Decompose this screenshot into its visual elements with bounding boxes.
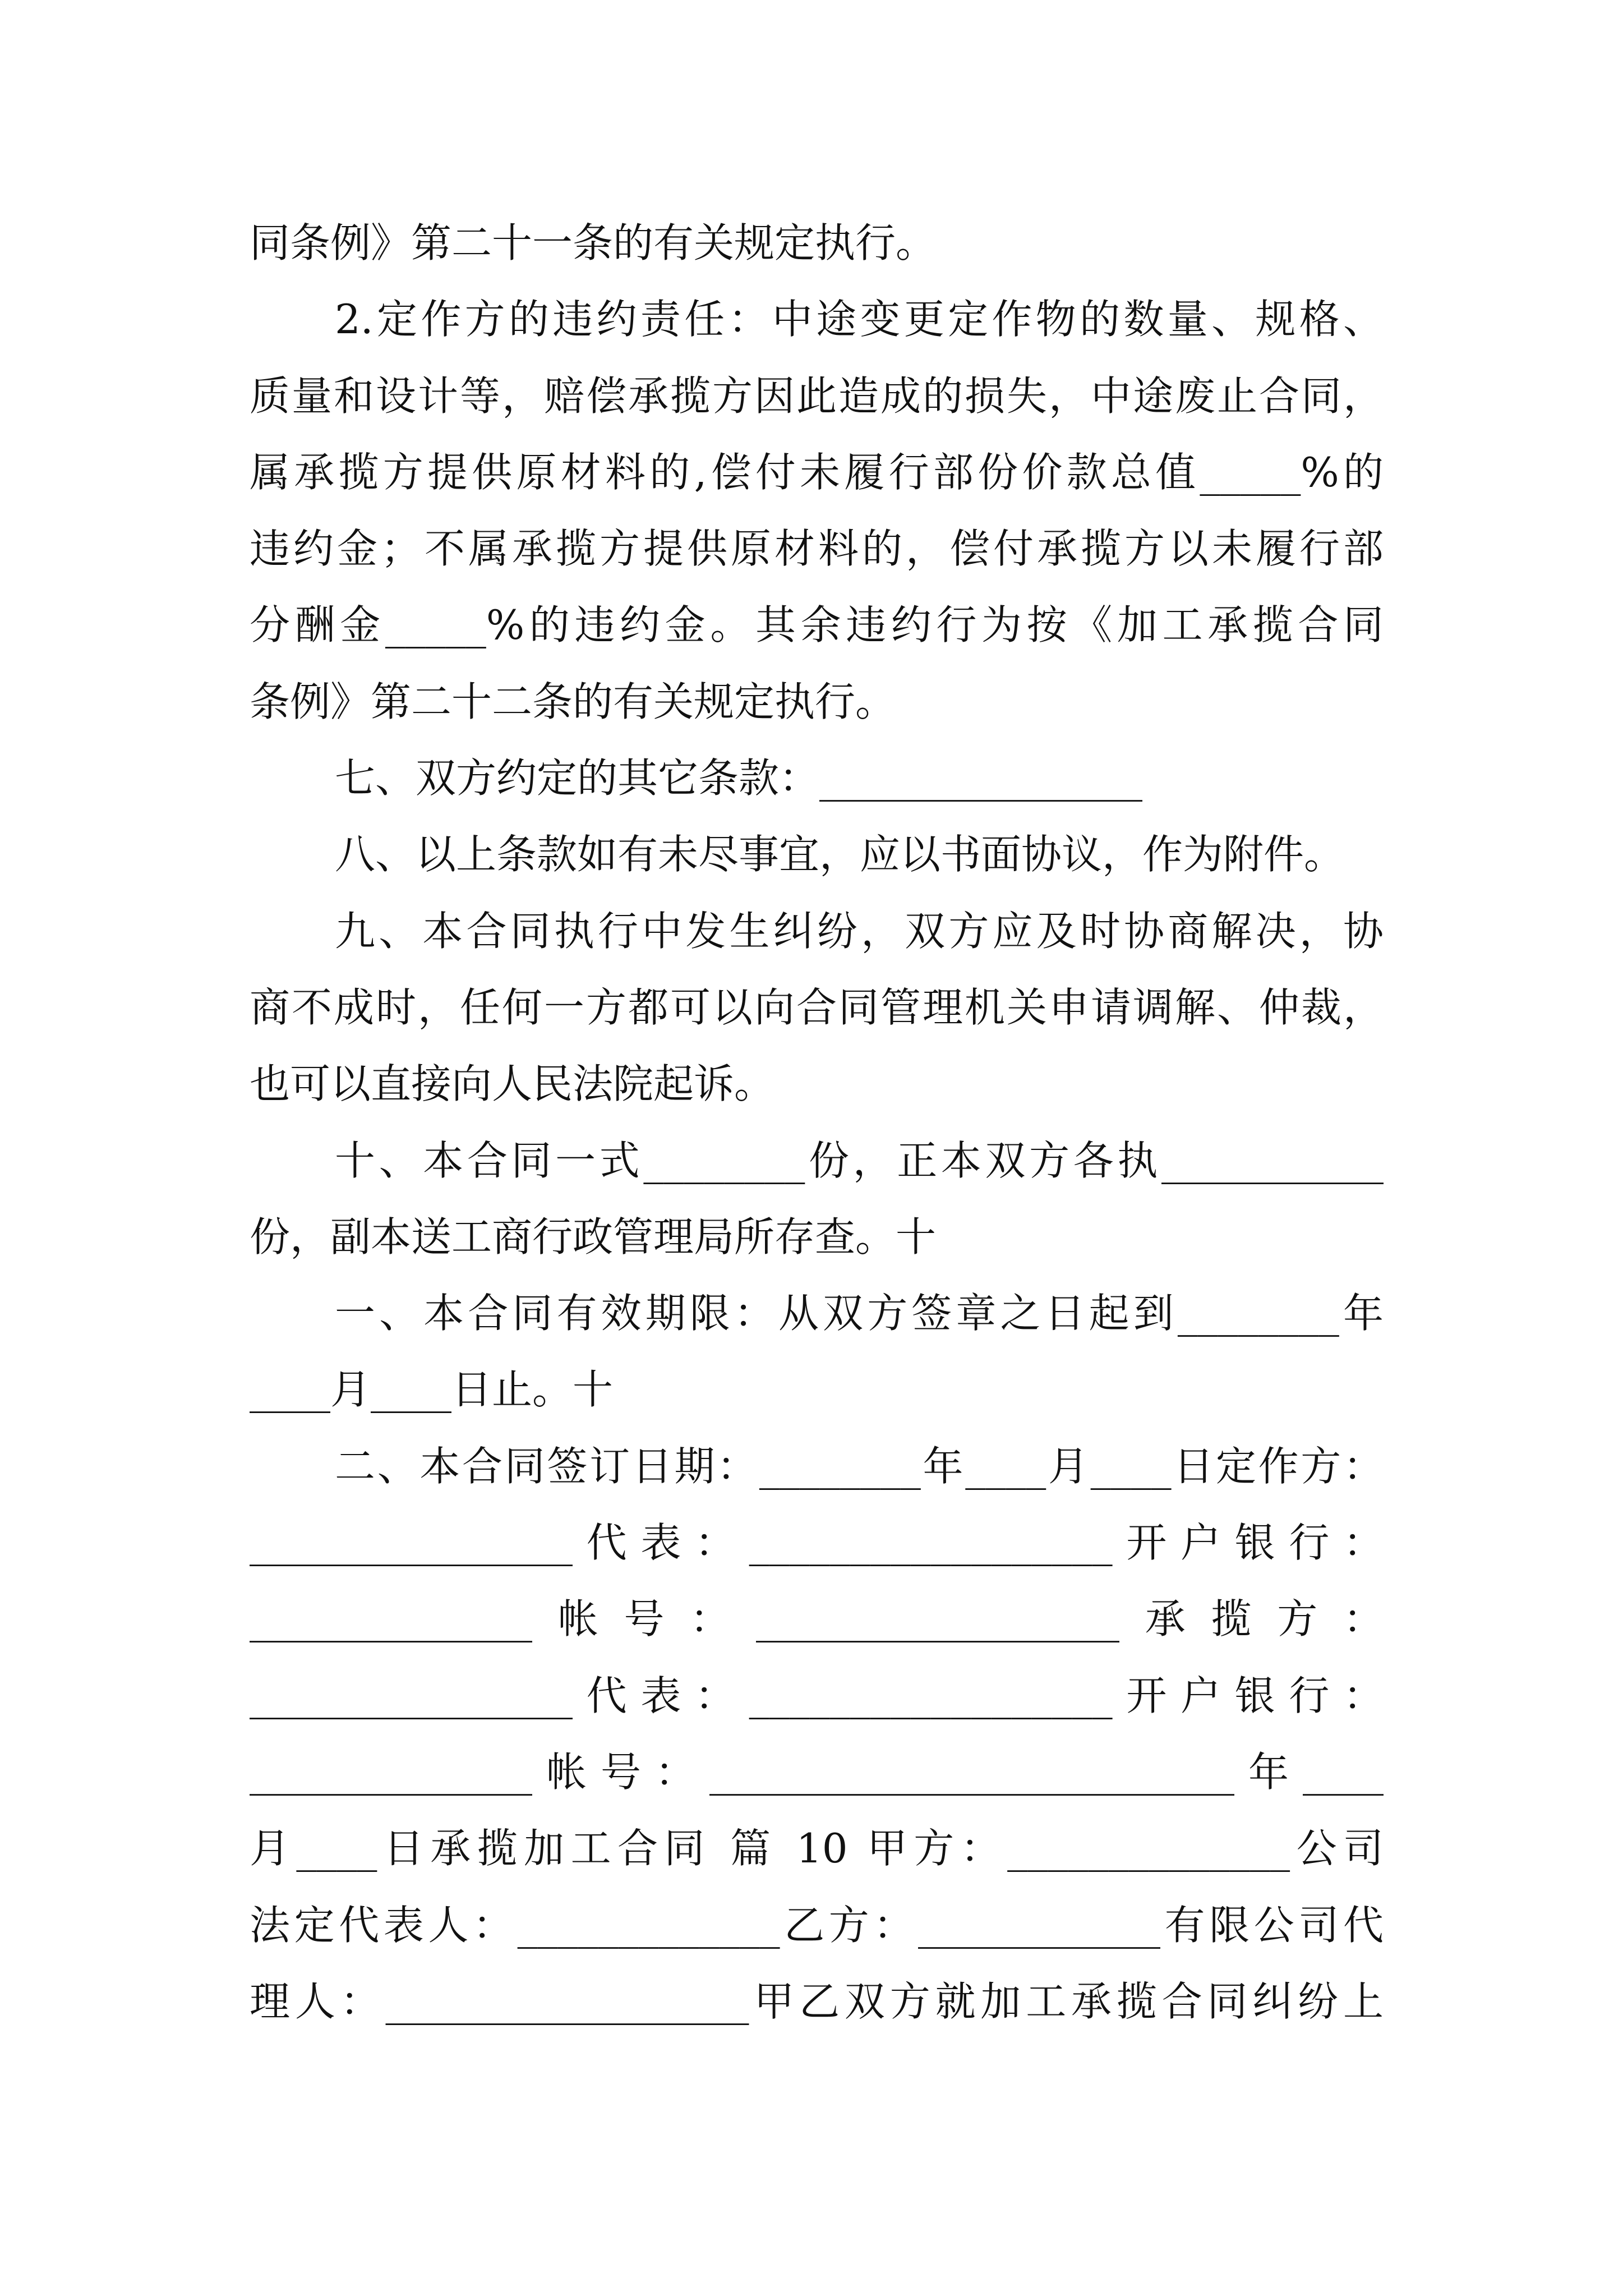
text-line: 理人：__________________甲乙双方就加工承揽合同纠纷上 <box>250 1977 1384 2025</box>
text-line: 分酬金_____%的违约金。其余违约行为按《加工承揽合同 <box>250 601 1384 649</box>
text-line: 法定代表人：_____________乙方：____________有限公司代 <box>250 1901 1384 1949</box>
text-line: ________________代表：__________________开户银行： <box>250 1519 1384 1567</box>
text-line: 商不成时，任何一方都可以向合同管理机关申请调解、仲裁， <box>250 983 1384 1031</box>
text-line: 条例》第二十二条的有关规定执行。 <box>250 678 896 725</box>
text-line: 十、本合同一式________份，正本双方各执___________ <box>335 1137 1384 1184</box>
text-line: 也可以直接向人民法院起诉。 <box>250 1060 775 1108</box>
text-line: 二、本合同签订日期：________年____月____日定作方： <box>335 1442 1384 1490</box>
text-line: ________________代表：__________________开户银行： <box>250 1672 1384 1719</box>
text-line: 违约金；不属承揽方提供原材料的，偿付承揽方以未履行部 <box>250 525 1384 573</box>
text-line: 同条例》第二十一条的有关规定执行。 <box>250 219 937 266</box>
text-line: 属承揽方提供原材料的,偿付未履行部份价款总值_____%的 <box>250 448 1384 496</box>
text-line: ______________帐号：__________________________年____ <box>250 1748 1384 1796</box>
document-body <box>250 205 1384 2040</box>
text-line: 质量和设计等，赔偿承揽方因此造成的损失，中途废止合同， <box>250 372 1384 420</box>
text-line: 月____日承揽加工合同 篇 10 甲方：______________公司 <box>250 1825 1384 1872</box>
text-line: 八、以上条款如有未尽事宜，应以书面协议，作为附件。 <box>335 831 1345 878</box>
text-line: ____月____日止。十 <box>250 1366 614 1414</box>
text-line: 九、本合同执行中发生纠纷，双方应及时协商解决，协 <box>335 907 1384 955</box>
text-line: ______________帐号：__________________承揽方： <box>250 1595 1384 1643</box>
text-line: 份，副本送工商行政管理局所存查。十 <box>250 1213 937 1260</box>
text-line: 2.定作方的违约责任：中途变更定作物的数量、规格、 <box>335 296 1384 343</box>
text-line: 一、本合同有效期限：从双方签章之日起到________年 <box>335 1290 1384 1337</box>
text-line: 七、双方约定的其它条款：________________ <box>335 754 1143 802</box>
